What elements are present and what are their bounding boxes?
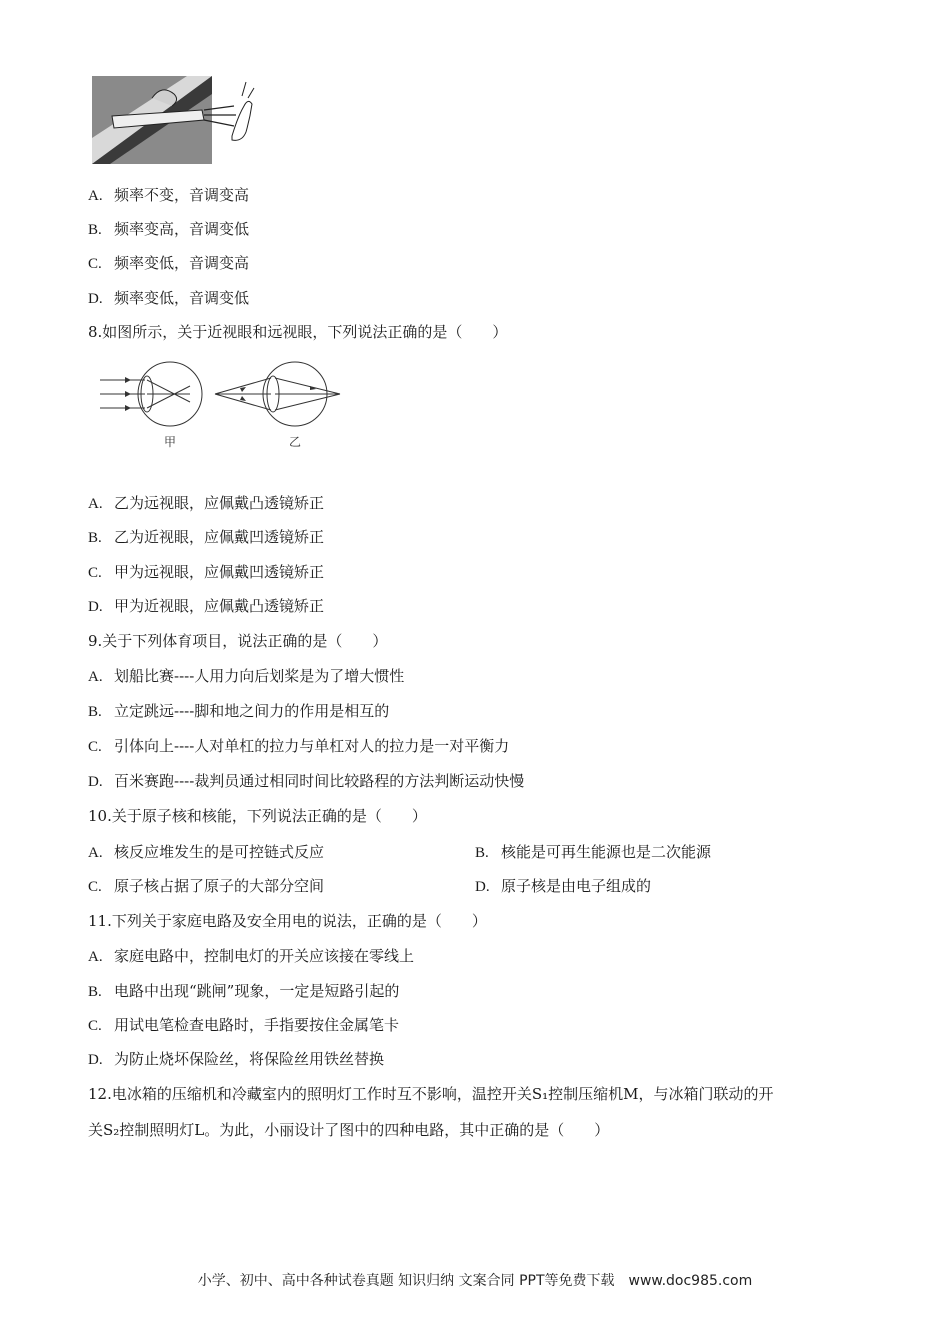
- page-footer: 小学、初中、高中各种试卷真题 知识归纳 文案合同 PPT等免费下载 www.doc985.com: [197, 1273, 753, 1289]
- q10-option-b[interactable]: B. 核能是可再生能源也是二次能源: [475, 843, 712, 861]
- q7-option-d[interactable]: D. 频率变低，音调变低: [88, 289, 250, 307]
- q12-stem-line2: 关S₂控制照明灯L。为此，小丽设计了图中的四种电路，其中正确的是（ ）: [88, 1121, 610, 1139]
- q11-option-d[interactable]: D. 为防止烧坏保险丝，将保险丝用铁丝替换: [88, 1050, 385, 1068]
- q8-option-d[interactable]: D. 甲为近视眼，应佩戴凸透镜矫正: [88, 597, 325, 615]
- q8-option-c[interactable]: C. 甲为远视眼，应佩戴凹透镜矫正: [88, 563, 325, 581]
- eye-diagram-figure: [95, 352, 350, 452]
- q10-option-d[interactable]: D. 原子核是由电子组成的: [475, 877, 652, 895]
- q10-option-a[interactable]: A. 核反应堆发生的是可控链式反应: [88, 843, 325, 861]
- q11-option-a[interactable]: A. 家庭电路中，控制电灯的开关应该接在零线上: [88, 947, 415, 965]
- q9-option-b[interactable]: B. 立定跳远----脚和地之间力的作用是相互的: [88, 702, 390, 720]
- ruler-table-figure: [92, 76, 257, 166]
- q12-stem-line1: 12.电冰箱的压缩机和冷藏室内的照明灯工作时互不影响，温控开关S₁控制压缩机M，与冰箱门联动的开: [88, 1085, 774, 1103]
- q8-option-b[interactable]: B. 乙为近视眼，应佩戴凹透镜矫正: [88, 528, 325, 546]
- q9-stem: 9.关于下列体育项目，说法正确的是（ ）: [88, 632, 388, 650]
- q7-option-a[interactable]: A. 频率不变，音调变高: [88, 186, 250, 204]
- q8-stem: 8.如图所示，关于近视眼和远视眼，下列说法正确的是（ ）: [88, 323, 508, 341]
- eye-label-left: 甲: [163, 435, 177, 449]
- q8-option-a[interactable]: A. 乙为远视眼，应佩戴凸透镜矫正: [88, 494, 325, 512]
- q9-option-c[interactable]: C. 引体向上----人对单杠的拉力与单杠对人的拉力是一对平衡力: [88, 737, 510, 755]
- q10-stem: 10.关于原子核和核能，下列说法正确的是（ ）: [88, 807, 427, 825]
- q9-option-a[interactable]: A. 划船比赛----人用力向后划桨是为了增大惯性: [88, 667, 405, 685]
- q7-option-c[interactable]: C. 频率变低，音调变高: [88, 254, 250, 272]
- q9-option-d[interactable]: D. 百米赛跑----裁判员通过相同时间比较路程的方法判断运动快慢: [88, 772, 525, 790]
- eye-label-right: 乙: [288, 435, 302, 449]
- q7-option-b[interactable]: B. 频率变高，音调变低: [88, 220, 250, 238]
- q11-stem: 11.下列关于家庭电路及安全用电的说法，正确的是（ ）: [88, 912, 487, 930]
- q11-option-b[interactable]: B. 电路中出现“跳闸”现象，一定是短路引起的: [88, 982, 400, 1000]
- q10-option-c[interactable]: C. 原子核占据了原子的大部分空间: [88, 877, 325, 895]
- q11-option-c[interactable]: C. 用试电笔检查电路时，手指要按住金属笔卡: [88, 1016, 400, 1034]
